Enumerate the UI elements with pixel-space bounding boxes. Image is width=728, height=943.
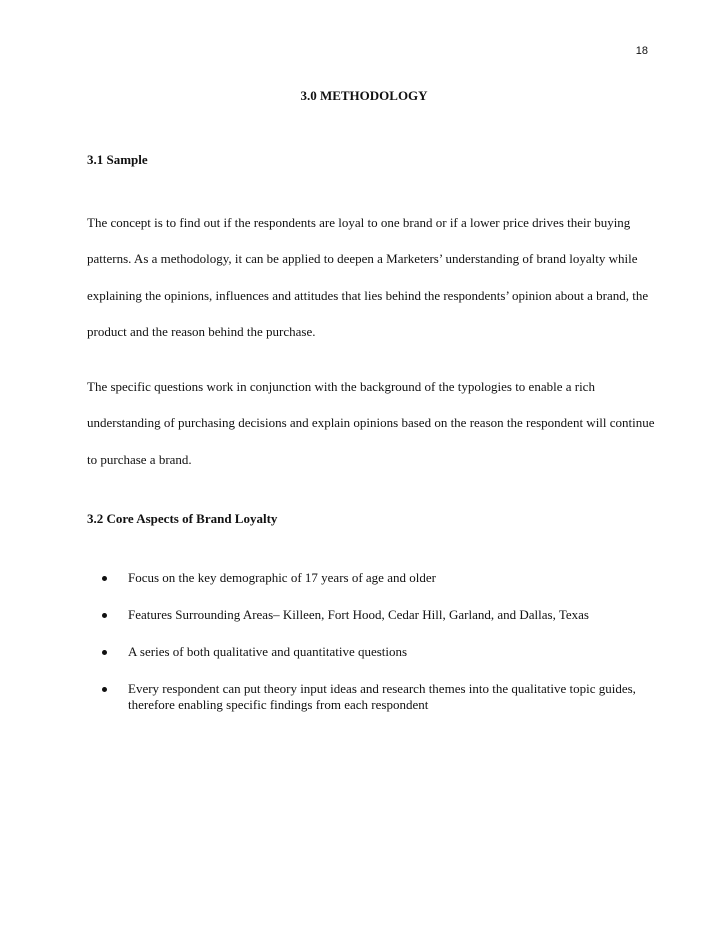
bullet-dot-icon bbox=[102, 687, 107, 692]
paragraph-sample-concept: The concept is to find out if the respondents are loyal to one brand or if a lower price drives their buying patterns. As a methodology, it can be applied to deepen a Marketers’ understanding of brand loyalty while explaining the opinions, influences and attitudes that lies behind the respondents’ opinion about a brand, the product and the reason behind the purchase. bbox=[87, 215, 649, 339]
bullet-item-areas bbox=[87, 607, 667, 623]
section-heading-sample: 3.1 Sample bbox=[87, 152, 148, 167]
bullet-dot-icon bbox=[102, 650, 107, 655]
bullet-text: Every respondent can put theory input ideas and research themes into the qualitative topic guides, therefore enabling specific findings from each respondent bbox=[128, 681, 636, 712]
bullet-text: Features Surrounding Areas– Killeen, Fort Hood, Cedar Hill, Garland, and Dallas, Texas bbox=[128, 607, 589, 622]
bullet-text: A series of both qualitative and quantitative questions bbox=[128, 644, 408, 659]
core-aspects-bullet-list bbox=[87, 570, 667, 734]
bullet-dot-icon bbox=[102, 613, 107, 618]
paragraph-sample-questions: The specific questions work in conjunction with the background of the typologies to enable a rich understanding of purchasing decisions and explain opinions based on the reason the respondent will continue to purchase a brand. bbox=[87, 379, 655, 467]
chapter-title: 3.0 METHODOLOGY bbox=[300, 88, 428, 103]
page-number: 18 bbox=[635, 45, 648, 57]
bullet-item-questions bbox=[87, 644, 667, 660]
bullet-dot-icon bbox=[102, 576, 107, 581]
bullet-text: Focus on the key demographic of 17 years of age and older bbox=[128, 570, 436, 585]
bullet-item-topic-guides bbox=[87, 681, 667, 713]
bullet-item-demographic bbox=[87, 570, 667, 586]
section-heading-core-aspects: 3.2 Core Aspects of Brand Loyalty bbox=[87, 511, 278, 526]
